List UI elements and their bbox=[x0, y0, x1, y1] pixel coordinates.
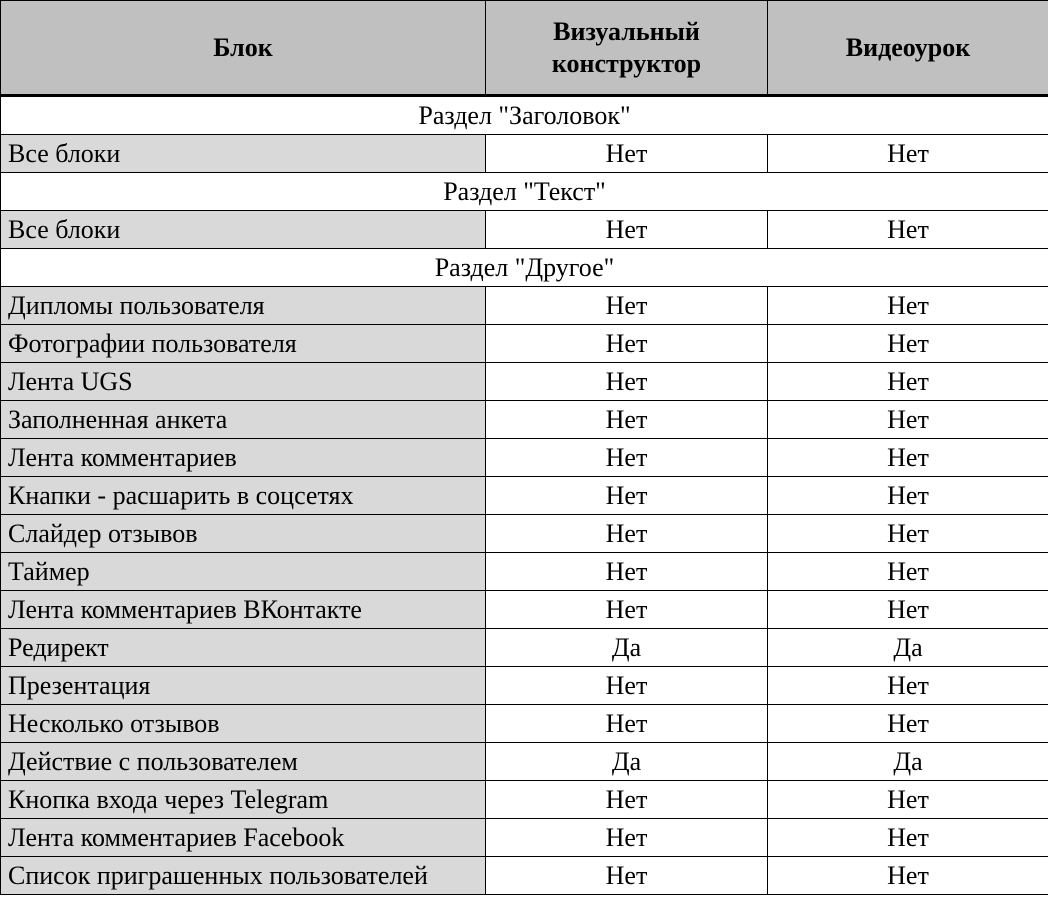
visual-value: Нет bbox=[486, 553, 768, 591]
block-name: Несколько отзывов bbox=[1, 705, 486, 743]
table-row bbox=[1, 591, 1048, 629]
table-row bbox=[1, 553, 1048, 591]
visual-value: Да bbox=[486, 629, 768, 667]
video-value: Нет bbox=[768, 781, 1048, 819]
block-name: Заполненная анкета bbox=[1, 401, 486, 439]
video-value: Да bbox=[768, 743, 1048, 781]
video-value: Нет bbox=[768, 439, 1048, 477]
video-value: Нет bbox=[768, 591, 1048, 629]
video-value: Нет bbox=[768, 515, 1048, 553]
block-name: Лента комментариев ВКонтакте bbox=[1, 591, 486, 629]
visual-value: Нет bbox=[486, 401, 768, 439]
visual-value: Да bbox=[486, 743, 768, 781]
visual-value: Нет bbox=[486, 211, 768, 249]
table-row bbox=[1, 515, 1048, 553]
header-visual-constructor: Визуальный конструктор bbox=[486, 1, 768, 96]
header-row bbox=[1, 1, 1048, 96]
block-name: Слайдер отзывов bbox=[1, 515, 486, 553]
block-name: Редирект bbox=[1, 629, 486, 667]
table-row bbox=[1, 363, 1048, 401]
table-row bbox=[1, 667, 1048, 705]
table-body bbox=[1, 96, 1048, 895]
table-row bbox=[1, 439, 1048, 477]
block-name: Лента UGS bbox=[1, 363, 486, 401]
visual-value: Нет bbox=[486, 287, 768, 325]
visual-value: Нет bbox=[486, 667, 768, 705]
block-name: Лента комментариев Facebook bbox=[1, 819, 486, 857]
table-row bbox=[1, 135, 1048, 173]
block-name: Фотографии пользователя bbox=[1, 325, 486, 363]
table-row bbox=[1, 629, 1048, 667]
visual-value: Нет bbox=[486, 857, 768, 895]
visual-value: Нет bbox=[486, 819, 768, 857]
table-row bbox=[1, 705, 1048, 743]
block-name: Все блоки bbox=[1, 211, 486, 249]
video-value: Нет bbox=[768, 705, 1048, 743]
video-value: Нет bbox=[768, 667, 1048, 705]
video-value: Нет bbox=[768, 819, 1048, 857]
table-row bbox=[1, 781, 1048, 819]
video-value: Нет bbox=[768, 363, 1048, 401]
video-value: Нет bbox=[768, 857, 1048, 895]
table-row bbox=[1, 325, 1048, 363]
block-name: Все блоки bbox=[1, 135, 486, 173]
video-value: Нет bbox=[768, 477, 1048, 515]
block-name: Дипломы пользователя bbox=[1, 287, 486, 325]
video-value: Нет bbox=[768, 211, 1048, 249]
header-video-lesson: Видеоурок bbox=[768, 1, 1048, 96]
section-title: Раздел "Другое" bbox=[1, 249, 1048, 287]
visual-value: Нет bbox=[486, 135, 768, 173]
section-row-other bbox=[1, 249, 1048, 287]
video-value: Нет bbox=[768, 553, 1048, 591]
table-row bbox=[1, 401, 1048, 439]
table-row bbox=[1, 743, 1048, 781]
visual-value: Нет bbox=[486, 515, 768, 553]
video-value: Нет bbox=[768, 401, 1048, 439]
visual-value: Нет bbox=[486, 477, 768, 515]
table-row bbox=[1, 477, 1048, 515]
header-block: Блок bbox=[1, 1, 486, 96]
section-title: Раздел "Заголовок" bbox=[1, 96, 1048, 135]
table-row bbox=[1, 287, 1048, 325]
visual-value: Нет bbox=[486, 325, 768, 363]
section-row-text bbox=[1, 173, 1048, 211]
video-value: Нет bbox=[768, 135, 1048, 173]
video-value: Нет bbox=[768, 287, 1048, 325]
block-name: Действие с пользователем bbox=[1, 743, 486, 781]
table-row bbox=[1, 857, 1048, 895]
block-name: Список приграшенных пользователей bbox=[1, 857, 486, 895]
block-name: Кнапки - расшарить в соцсетях bbox=[1, 477, 486, 515]
block-name: Презентация bbox=[1, 667, 486, 705]
block-name: Таймер bbox=[1, 553, 486, 591]
visual-value: Нет bbox=[486, 705, 768, 743]
video-value: Нет bbox=[768, 325, 1048, 363]
video-value: Да bbox=[768, 629, 1048, 667]
block-name: Кнопка входа через Telegram bbox=[1, 781, 486, 819]
block-name: Лента комментариев bbox=[1, 439, 486, 477]
visual-value: Нет bbox=[486, 591, 768, 629]
table-row bbox=[1, 211, 1048, 249]
visual-value: Нет bbox=[486, 363, 768, 401]
section-row-heading bbox=[1, 96, 1048, 135]
visual-value: Нет bbox=[486, 781, 768, 819]
visual-value: Нет bbox=[486, 439, 768, 477]
section-title: Раздел "Текст" bbox=[1, 173, 1048, 211]
table-row bbox=[1, 819, 1048, 857]
